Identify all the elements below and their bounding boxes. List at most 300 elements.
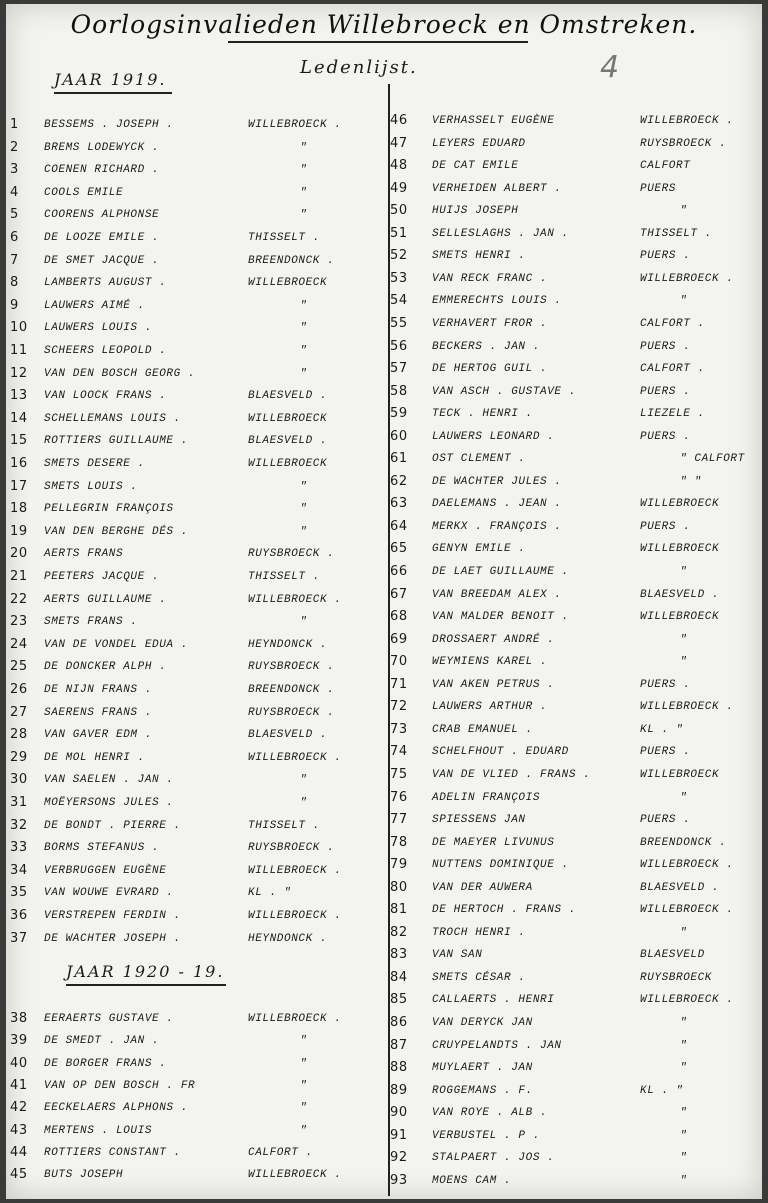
member-number: 42 [10,1100,28,1116]
table-row [10,137,388,159]
table-row [10,430,388,452]
member-name: SCHELLEMANS LOUIS . [44,412,181,425]
member-place: " [680,1039,688,1052]
table-row [10,860,388,882]
member-name: NUTTENS DOMINIQUE . [432,859,569,872]
member-name: DE DONCKER ALPH . [44,661,167,674]
member-number: 26 [10,682,28,697]
table-row [10,1120,388,1142]
member-name: DE BORGER FRANS . [44,1057,167,1070]
member-place: " [680,566,688,578]
member-number: 20 [10,546,28,562]
member-place: BREENDONCK . [248,254,335,267]
table-row [390,178,762,200]
member-place: " [680,1107,688,1120]
member-name: LAUWERS LOUIS . [44,322,153,335]
member-number: 18 [10,501,28,517]
member-number: 43 [10,1122,28,1138]
table-row [10,385,388,407]
table-row [10,656,388,678]
member-place: PUERS . [640,814,691,827]
table-row [390,538,762,560]
table-row [390,561,762,583]
member-number: 25 [10,659,28,675]
member-place: " [300,322,308,335]
member-name: DE LOOZE EMILE . [44,232,160,244]
member-number: 19 [10,523,28,539]
member-number: 92 [390,1150,408,1166]
member-name: VAN DE VLIED . FRANS . [432,768,591,781]
member-name: DE CAT EMILE [432,160,519,173]
member-place: " [300,345,308,357]
table-row [390,1057,762,1079]
member-name: CALLAERTS . HENRI [432,994,555,1007]
member-name: VAN SAELEN . JAN . [44,774,174,787]
member-number: 88 [390,1060,408,1076]
member-number: 11 [10,343,28,358]
member-number: 87 [390,1037,408,1053]
member-number: 75 [390,766,408,782]
member-name: VAN WOUWE EVRARD . [44,887,174,900]
member-name: WEYMIENS KAREL . [432,656,548,669]
member-number: 14 [10,410,28,426]
member-number: 62 [390,473,408,489]
member-number: 33 [10,840,28,856]
member-place: HEYNDONCK . [248,638,328,651]
table-row [10,1030,388,1052]
member-name: DE WACHTER JOSEPH . [44,932,181,945]
member-place: RUYSBROECK . [248,548,335,561]
member-place: CALFORT . [640,317,705,330]
member-number: 52 [390,248,408,264]
member-number: 60 [390,428,408,444]
member-number: 82 [390,924,408,940]
table-row [390,719,762,741]
table-row [10,1097,388,1119]
member-place: WILLEBROECK . [640,904,734,917]
member-place: WILLEBROECK . [248,864,342,877]
member-number: 70 [390,654,408,670]
table-row [390,1080,762,1102]
member-name: MOENS CAM . [432,1174,512,1187]
member-number: 31 [10,795,28,810]
member-number: 65 [390,541,408,557]
table-row [390,493,762,515]
member-number: 83 [390,947,408,963]
table-row [390,1012,762,1034]
member-place: PUERS . [640,430,691,443]
table-row [10,1008,388,1030]
member-name: LAMBERTS AUGUST . [44,277,167,290]
member-number: 50 [390,203,408,219]
table-row [390,313,762,335]
member-name: VAN DER AUWERA [432,881,533,894]
member-place: RUYSBROECK . [640,137,727,150]
member-number: 35 [10,885,28,901]
member-number: 84 [390,969,408,985]
member-number: 44 [10,1144,28,1160]
member-name: VAN ASCH . GUSTAVE . [432,385,577,398]
table-row [10,589,388,611]
member-number: 51 [390,225,408,241]
table-row [10,204,388,226]
table-row [390,764,762,786]
table-row [390,1147,762,1169]
member-number: 39 [10,1033,28,1049]
member-name: DE WACHTER JULES . [432,475,562,488]
table-row [390,651,762,673]
table-row [10,611,388,633]
member-number: 9 [10,297,19,313]
member-name: EECKELAERS ALPHONS . [44,1102,189,1115]
member-name: COOLS EMILE [44,186,124,199]
table-row [10,498,388,520]
member-name: VAN GAVER EDM . [44,729,153,742]
member-name: EERAERTS GUSTAVE . [44,1013,174,1025]
member-name: VAN DEN BOSCH GEORG . [44,367,196,380]
member-number: 3 [10,162,19,178]
member-place: " [680,1129,688,1142]
member-place: BLAESVELD . [248,390,328,403]
member-number: 78 [390,834,408,850]
table-row [10,769,388,791]
member-name: COENEN RICHARD . [44,164,160,177]
table-row [10,295,388,317]
table-row [390,584,762,606]
member-place: " [680,926,688,939]
member-name: DE NIJN FRANS . [44,684,153,696]
table-row [390,448,762,470]
member-name: ADELIN FRANÇOIS [432,791,541,804]
table-row [390,809,762,831]
member-name: DE LAET GUILLAUME . [432,566,569,578]
member-place: RUYSBROECK . [248,842,335,855]
member-place: PUERS . [640,746,691,759]
member-number: 80 [390,879,408,895]
member-place: PUERS . [640,250,691,263]
member-place: THISSELT . [640,227,713,240]
member-number: 12 [10,365,28,381]
table-row [10,521,388,543]
table-row [390,899,762,921]
member-name: OST CLEMENT . [432,453,526,466]
member-number: 55 [390,315,408,331]
member-number: 32 [10,817,28,833]
member-number: 73 [390,721,408,737]
member-place: PUERS [640,182,677,195]
year-heading-1920: JAAR 1920 - 19. [66,962,225,981]
table-row [390,516,762,538]
table-row [390,381,762,403]
member-number: 7 [10,252,19,268]
member-number: 1 [10,117,19,132]
member-number: 79 [390,857,408,873]
table-row [390,471,762,493]
table-row [390,1035,762,1057]
member-name: CRUYPELANDTS . JAN [432,1039,562,1052]
year-underline-1919 [54,92,172,94]
member-name: COORENS ALPHONSE [44,209,160,222]
member-name: VAN ROYE . ALB . [432,1107,548,1120]
member-place: THISSELT . [248,571,321,583]
member-number: 81 [390,902,408,918]
member-number: 89 [390,1082,408,1098]
table-row [390,922,762,944]
member-number: 49 [390,180,408,196]
member-name: MOËYERSONS JULES . [44,797,174,809]
member-place: " [680,1017,688,1029]
member-name: VAN LOOCK FRANS . [44,390,167,403]
member-place: THISSELT . [248,819,321,832]
member-number: 47 [390,135,408,151]
table-row [10,1164,388,1186]
member-name: DE MOL HENRI . [44,751,145,764]
table-row [10,928,388,950]
member-place: BREENDONCK . [640,836,727,849]
member-name: LAUWERS ARTHUR . [432,701,548,714]
member-place: THISSELT . [248,232,321,244]
member-place: " [680,1174,688,1187]
member-place: " [300,1102,308,1115]
member-number: 54 [390,293,408,309]
member-place: WILLEBROECK . [640,701,734,714]
member-name: TECK . HENRI . [432,408,533,421]
member-place: " [680,633,688,646]
table-row [390,290,762,312]
member-place: WILLEBROECK [248,412,328,425]
member-number: 22 [10,591,28,607]
member-place: RUYSBROECK [640,971,713,984]
member-place: BLAESVELD . [640,588,720,601]
table-row [390,403,762,425]
table-row [10,453,388,475]
member-place: " [300,1035,308,1048]
member-name: AERTS FRANS [44,548,124,561]
member-name: DROSSAERT ANDRÉ . [432,633,555,646]
member-place: BREENDONCK . [248,684,335,696]
member-name: DE HERTOCH . FRANS . [432,904,577,917]
member-name: BREMS LODEWYCK . [44,141,160,154]
table-row [10,679,388,701]
member-number: 56 [390,338,408,354]
member-name: AERTS GUILLAUME . [44,593,167,606]
member-place: LIEZELE . [640,408,705,421]
member-name: SCHEERS LEOPOLD . [44,345,167,357]
member-name: VAN OP DEN BOSCH . FR [44,1079,196,1092]
member-place: WILLEBROECK . [248,1013,342,1025]
member-name: DE SMET JACQUE . [44,254,160,267]
table-row [10,476,388,498]
member-number: 21 [10,569,28,584]
member-number: 77 [390,812,408,828]
member-name: CRAB EMANUEL . [432,723,533,736]
member-place: WILLEBROECK [248,277,328,290]
member-place: WILLEBROECK [248,458,328,470]
table-row [10,634,388,656]
member-place: WILLEBROECK . [248,1169,342,1182]
table-row [390,854,762,876]
member-number: 68 [390,609,408,625]
member-place: WILLEBROECK . [640,859,734,872]
member-number: 37 [10,930,28,946]
member-number: 72 [390,699,408,715]
member-place: " [680,205,688,218]
member-place: PUERS . [640,385,691,398]
table-row [390,358,762,380]
member-place: WILLEBROECK [640,498,720,511]
table-row [10,1075,388,1097]
table-row [390,967,762,989]
member-number: 17 [10,478,28,494]
member-number: 13 [10,388,28,404]
member-place: WILLEBROECK . [640,115,734,127]
member-place: WILLEBROECK . [248,593,342,606]
member-name: PEETERS JACQUE . [44,571,160,583]
member-number: 48 [390,158,408,174]
member-place: " [300,525,308,538]
member-name: BECKERS . JAN . [432,340,541,353]
member-number: 57 [390,361,408,377]
member-name: VERBUSTEL . P . [432,1129,541,1142]
member-number: 41 [10,1077,28,1093]
table-row [10,363,388,385]
table-row [390,1125,762,1147]
table-row [10,882,388,904]
member-place: WILLEBROECK [640,611,720,624]
member-place: " [300,1079,308,1092]
member-name: DE BONDT . PIERRE . [44,819,181,832]
table-row [390,787,762,809]
member-place: HEYNDONCK . [248,932,328,945]
member-place: " [300,480,308,493]
member-number: 63 [390,496,408,512]
member-place: " [300,503,308,516]
member-number: 71 [390,676,408,692]
table-row [390,110,762,132]
member-name: VAN AKEN PETRUS . [432,678,555,691]
member-name: STALPAERT . JOS . [432,1152,555,1165]
member-place: " " [680,475,702,488]
table-row [390,944,762,966]
table-row [10,250,388,272]
member-name: VERBRUGGEN EUGÈNE [44,864,167,877]
table-row [10,566,388,588]
member-place: CALFORT . [640,363,705,376]
list-subtitle: Ledenlijst. [300,57,418,78]
table-row [10,272,388,294]
member-place: " [300,797,308,809]
ledger-sheet [6,4,762,1199]
table-row [10,702,388,724]
member-place: WILLEBROECK . [248,751,342,764]
table-row [390,696,762,718]
member-place: " [680,656,688,669]
table-row [390,674,762,696]
member-number: 38 [10,1011,28,1026]
table-row [390,245,762,267]
member-number: 29 [10,749,28,765]
member-number: 4 [10,184,19,200]
member-number: 8 [10,275,19,291]
member-place: " [300,209,308,222]
member-number: 15 [10,433,28,449]
member-name: SMETS HENRI . [432,250,526,263]
member-number: 5 [10,207,19,223]
member-place: " [300,1057,308,1070]
member-name: SELLESLAGHS . JAN . [432,227,569,240]
member-name: VERSTREPEN FERDIN . [44,910,181,922]
member-number: 27 [10,704,28,720]
member-number: 58 [390,383,408,399]
member-name: MERTENS . LOUIS [44,1124,153,1137]
member-name: DAELEMANS . JEAN . [432,498,562,511]
member-place: " [680,791,688,804]
member-name: ROTTIERS CONSTANT . [44,1146,181,1159]
member-number: 76 [390,789,408,805]
table-row [390,155,762,177]
table-row [390,1102,762,1124]
member-place: " [680,1152,688,1165]
member-place: KL . " [640,723,684,736]
table-row [10,792,388,814]
member-place: " [300,299,308,312]
table-row [390,629,762,651]
member-name: MERKX . FRANÇOIS . [432,520,562,533]
member-name: VAN BREEDAM ALEX . [432,588,562,601]
table-row [10,837,388,859]
member-name: SAERENS FRANS . [44,706,153,719]
member-name: SPIESSENS JAN [432,814,526,827]
table-row [10,543,388,565]
member-name: SMETS DESERE . [44,458,145,470]
member-place: " [680,295,688,308]
member-number: 6 [10,230,19,245]
table-row [10,114,388,136]
member-place: RUYSBROECK . [248,706,335,719]
page-number: 4 [600,50,620,85]
member-name: VAN DE VONDEL EDUA . [44,638,189,651]
member-name: SMETS CÉSAR . [432,971,526,984]
member-name: ROGGEMANS . F. [432,1084,533,1097]
member-place: " CALFORT [680,453,745,466]
member-place: " [300,164,308,177]
member-place: " [680,1062,688,1075]
member-number: 40 [10,1055,28,1071]
member-number: 93 [390,1172,408,1188]
table-row [390,223,762,245]
member-number: 85 [390,992,408,1008]
member-name: BORMS STEFANUS . [44,842,160,855]
table-row [10,905,388,927]
member-name: DE MAEYER LIVUNUS [432,836,555,849]
table-row [10,182,388,204]
member-name: VAN SAN [432,949,483,962]
member-name: HUIJS JOSEPH [432,205,519,218]
member-number: 46 [390,113,408,128]
member-name: SMETS LOUIS . [44,480,138,493]
member-place: WILLEBROECK . [248,910,342,922]
title-underline [228,41,528,43]
member-place: " [300,141,308,154]
member-place: " [300,774,308,787]
member-number: 24 [10,636,28,652]
member-number: 53 [390,270,408,286]
member-number: 10 [10,320,28,336]
member-place: " [300,186,308,199]
member-place: WILLEBROECK . [248,119,342,131]
member-name: MUYLAERT . JAN [432,1062,533,1075]
member-place: WILLEBROECK . [640,994,734,1007]
